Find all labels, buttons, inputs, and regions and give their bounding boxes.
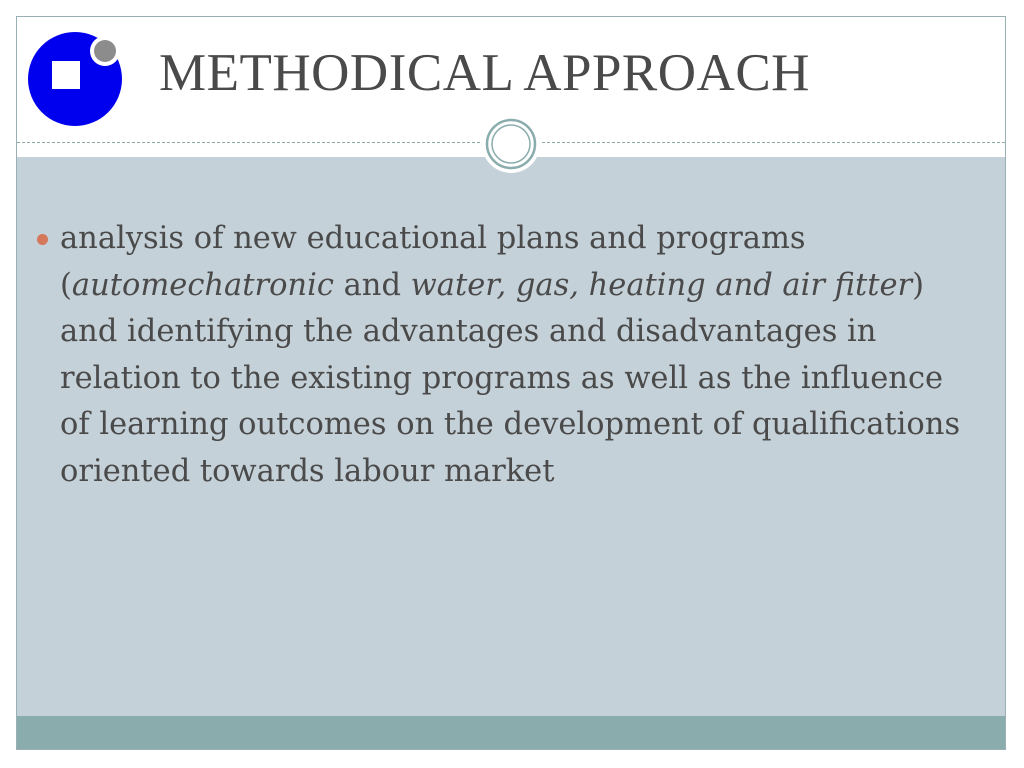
bullet-list (34, 216, 964, 495)
institution-logo-icon (25, 27, 125, 127)
slide-title: METHODICAL APPROACH (159, 44, 810, 102)
bullet-marker (37, 234, 48, 245)
bullet-italic-term-2: water, gas, heating and air fitter (410, 267, 913, 303)
footer-band (17, 716, 1005, 750)
bullet-text-part-1: analysis of new educational plans and programs ( (60, 221, 806, 303)
ring-ornament-icon (481, 114, 541, 174)
bullet-text-part-2: and (333, 267, 411, 303)
bullet-text-part-3: ) and identifying the advantages and disadvantages in relation to the existing programs as well as the influence of learning outcomes on the development of qualifications oriented towards labour market (60, 267, 961, 489)
bullet-item (34, 216, 964, 495)
bullet-italic-term-1: automechatronic (71, 267, 334, 303)
